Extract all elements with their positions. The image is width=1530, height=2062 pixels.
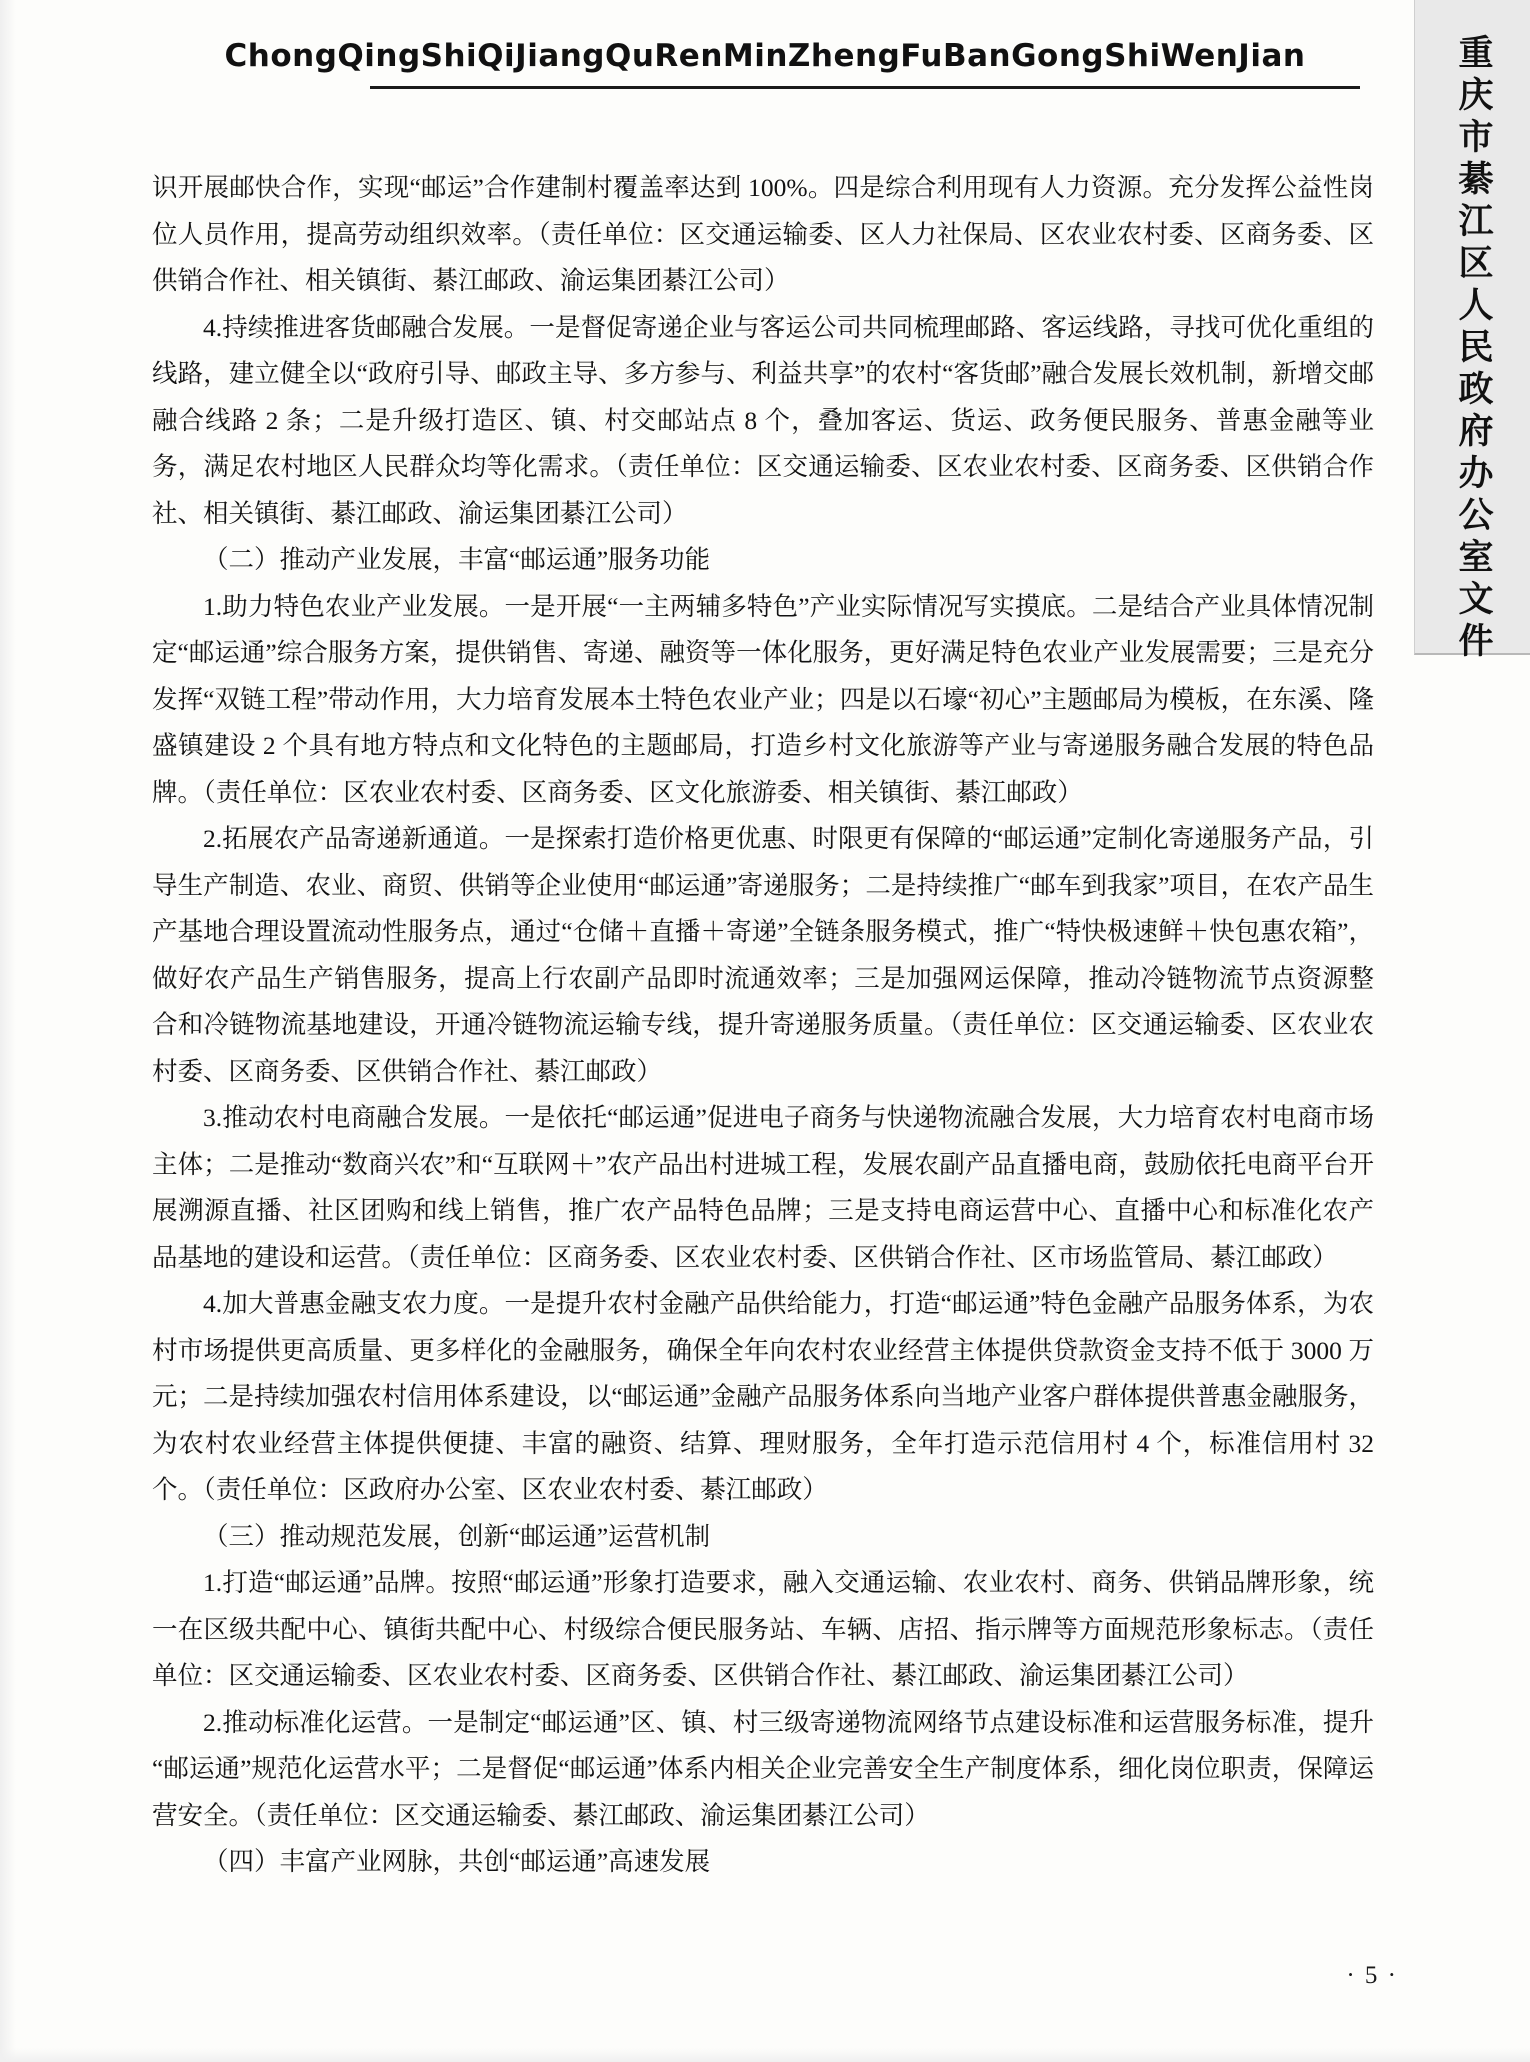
body-paragraph: 识开展邮快合作，实现“邮运”合作建制村覆盖率达到 100%。四是综合利用现有人力资源。充分发挥公益性岗位人员作用，提高劳动组织效率。（责任单位：区交通运输委、区人力社保局、区农业农村委、区商务委、区供销合作社、相关镇街、綦江邮政、渝运集团綦江公司）	[152, 173, 1374, 295]
masthead-strip	[1414, 0, 1530, 664]
body-paragraph: 3.推动农村电商融合发展。一是依托“邮运通”促进电子商务与快递物流融合发展，大力培育农村电商市场主体；二是推动“数商兴农”和“互联网＋”农产品出村进城工程，发展农副产品直播电商，鼓励依托电商平台开展溯源直播、社区团购和线上销售，推广农产品特色品牌；三是支持电商运营中心、直播中心和标准化农产品基地的建设和运营。（责任单位：区商务委、区农业农村委、区供销合作社、区市场监管局、綦江邮政）	[152, 1103, 1374, 1272]
document-body	[152, 165, 1374, 1886]
body-paragraph: 1.打造“邮运通”品牌。按照“邮运通”形象打造要求，融入交通运输、农业农村、商务、供销品牌形象，统一在区级共配中心、镇街共配中心、村级综合便民服务站、车辆、店招、指示牌等方面规范形象标志。（责任单位：区交通运输委、区农业农村委、区商务委、区供销合作社、綦江邮政、渝运集团綦江公司）	[152, 1568, 1374, 1690]
scan-edge-shadow-left	[0, 0, 16, 2062]
body-paragraph: 4.加大普惠金融支农力度。一是提升农村金融产品供给能力，打造“邮运通”特色金融产品服务体系，为农村市场提供更高质量、更多样化的金融服务，确保全年向农村农业经营主体提供贷款资金支持不低于 3000 万元；二是持续加强农村信用体系建设，以“邮运通”金融产品服务体系向当地产业客户群体提供普惠金融服务，为农村农业经营主体提供便捷、丰富的融资、结算、理财服务，全年打造示范信用村 4 个，标准信用村 32 个。（责任单位：区政府办公室、区农业农村委、綦江邮政）	[152, 1289, 1374, 1504]
section-heading: （二）推动产业发展，丰富“邮运通”服务功能	[203, 545, 711, 574]
body-paragraph: 4.持续推进客货邮融合发展。一是督促寄递企业与客运公司共同梳理邮路、客运线路，寻找可优化重组的线路，建立健全以“政府引导、邮政主导、多方参与、利益共享”的农村“客货邮”融合发展长效机制，新增交邮融合线路 2 条；二是升级打造区、镇、村交邮站点 8 个，叠加客运、货运、政务便民服务、普惠金融等业务，满足农村地区人民群众均等化需求。（责任单位：区交通运输委、区农业农村委、区商务委、区供销合作社、相关镇街、綦江邮政、渝运集团綦江公司）	[152, 312, 1374, 528]
section-heading: （四）丰富产业网脉，共创“邮运通”高速发展	[203, 1847, 711, 1876]
section-heading: （三）推动规范发展，创新“邮运通”运营机制	[203, 1521, 711, 1551]
document-header	[150, 38, 1380, 98]
header-divider-rule	[370, 86, 1360, 89]
header-title-latin: ChongQingShiQiJiangQuRenMinZhengFuBanGongShiWenJian	[224, 38, 1306, 74]
page-number: · 5 ·	[1346, 1962, 1398, 1989]
body-paragraph: 2.拓展农产品寄递新通道。一是探索打造价格更优惠、时限更有保障的“邮运通”定制化寄递服务产品，引导生产制造、农业、商贸、供销等企业使用“邮运通”寄递服务；二是持续推广“邮车到我家”项目，在农产品生产基地合理设置流动性服务点，通过“仓储＋直播＋寄递”全链条服务模式，推广“特快极速鲜＋快包惠农箱”，做好农产品生产销售服务，提高上行农副产品即时流通效率；三是加强网运保障，推动冷链物流节点资源整合和冷链物流基地建设，开通冷链物流运输专线，提升寄递服务质量。（责任单位：区交通运输委、区农业农村委、区商务委、区供销合作社、綦江邮政）	[152, 824, 1374, 1086]
scan-edge-shadow-bottom	[0, 2048, 1530, 2062]
body-paragraph: 1.助力特色农业产业发展。一是开展“一主两辅多特色”产业实际情况写实摸底。二是结合产业具体情况制定“邮运通”综合服务方案，提供销售、寄递、融资等一体化服务，更好满足特色农业产业发展需要；三是充分发挥“双链工程”带动作用，大力培育发展本土特色农业产业；四是以石壕“初心”主题邮局为模板，在东溪、隆盛镇建设 2 个具有地方特点和文化特色的主题邮局，打造乡村文化旅游等产业与寄递服务融合发展的特色品牌。（责任单位：区农业农村委、区商务委、区文化旅游委、相关镇街、綦江邮政）	[152, 591, 1374, 807]
masthead-vertical-title: 重庆市綦江区人民政府办公室文件	[1454, 34, 1493, 664]
body-paragraph: 2.推动标准化运营。一是制定“邮运通”区、镇、村三级寄递物流网络节点建设标准和运营服务标准，提升“邮运通”规范化运营水平；二是督促“邮运通”体系内相关企业完善安全生产制度体系，细化岗位职责，保障运营安全。（责任单位：区交通运输委、綦江邮政、渝运集团綦江公司）	[152, 1707, 1374, 1830]
